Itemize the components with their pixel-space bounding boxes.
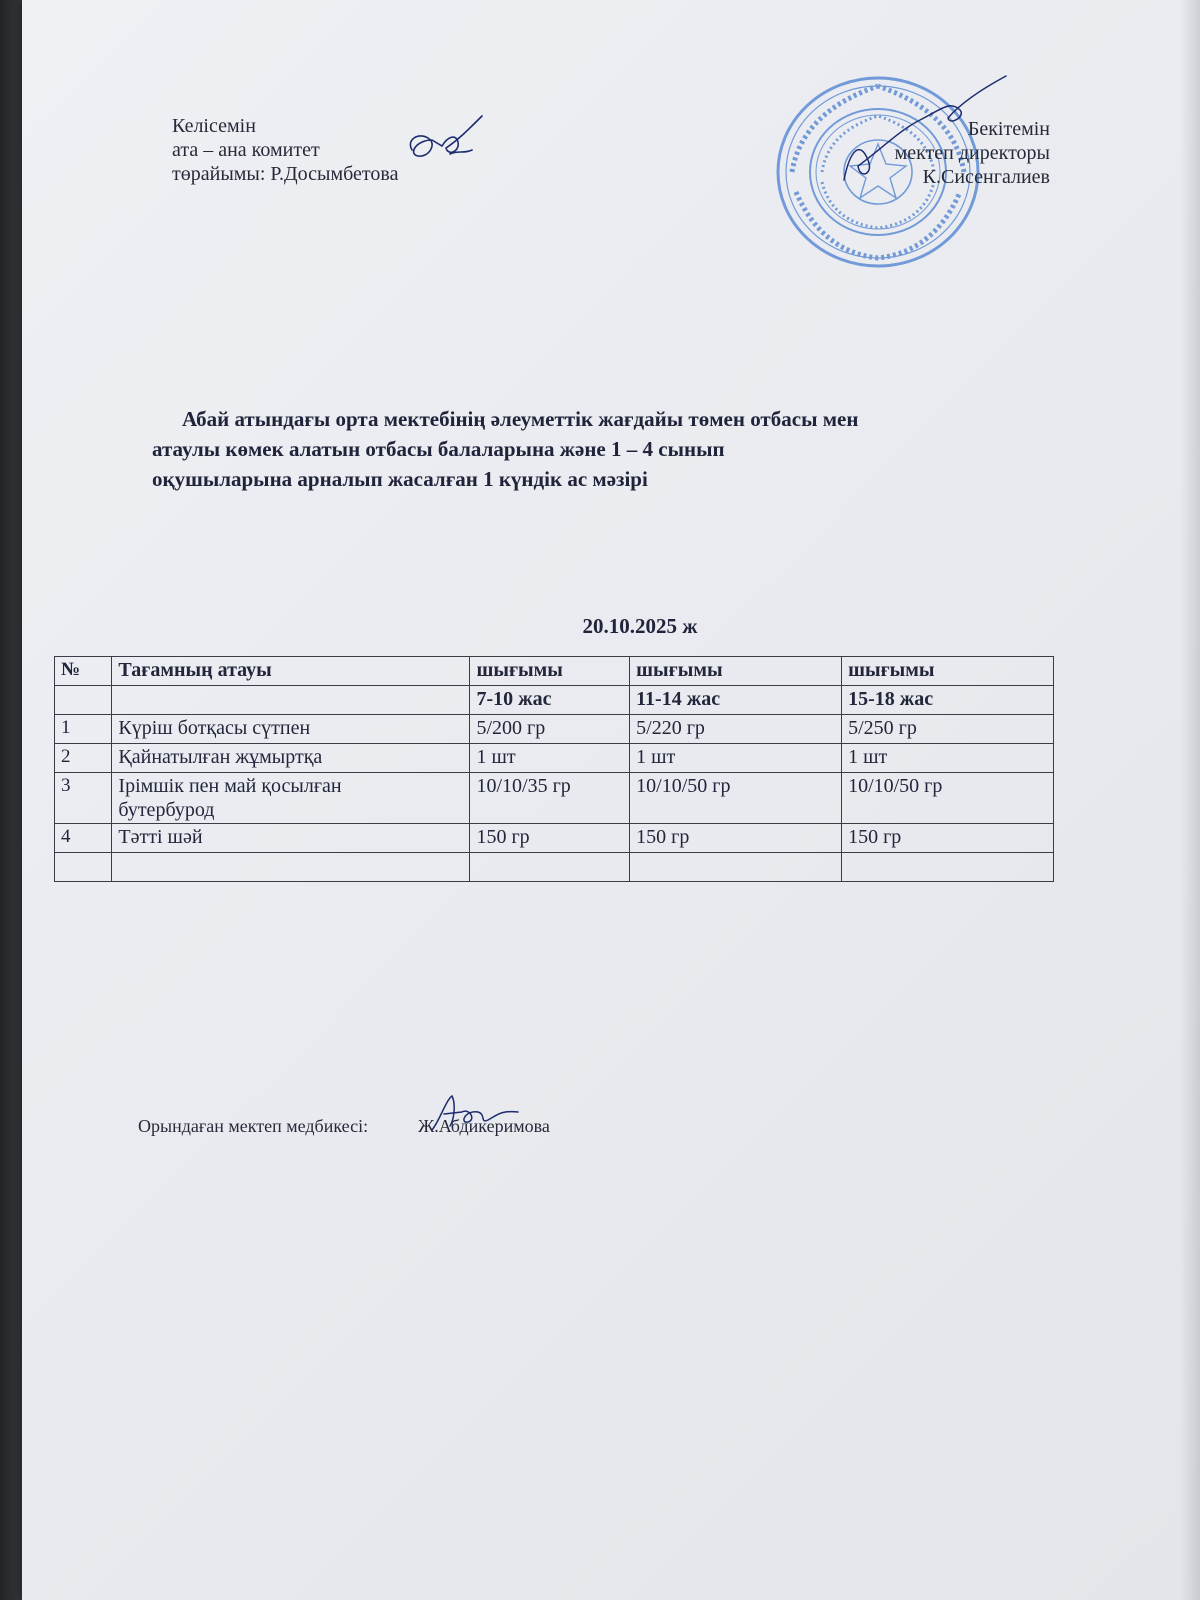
row-col1: 10/10/35 гр bbox=[470, 773, 630, 824]
document-title bbox=[152, 404, 1082, 494]
title-line3: оқушыларына арналып жасалған 1 күндік ас мәзірі bbox=[152, 467, 648, 491]
row-name bbox=[112, 773, 470, 824]
nurse-signature bbox=[430, 1090, 520, 1135]
row-col2: 1 шт bbox=[630, 744, 842, 773]
parent-signature bbox=[398, 110, 508, 170]
table-row bbox=[55, 773, 1054, 824]
menu-table bbox=[54, 656, 1054, 882]
page-edge-shadow bbox=[1180, 0, 1200, 1600]
age-col2: 11-14 жас bbox=[630, 686, 842, 715]
table-row bbox=[55, 715, 1054, 744]
approval-left-line3: төрайымы: Р.Досымбетова bbox=[172, 163, 399, 185]
header-col1: шығымы bbox=[470, 657, 630, 686]
document-date: 20.10.2025 ж bbox=[582, 614, 698, 638]
table-cell bbox=[55, 686, 112, 715]
footer-name: Ж.Абдикеримова bbox=[418, 1116, 550, 1136]
title-line1: Абай атындағы орта мектебінің әлеуметтік жағдайы төмен отбасы мен bbox=[182, 407, 859, 431]
approval-right-line2: мектеп директоры bbox=[894, 142, 1050, 164]
age-col3: 15-18 жас bbox=[842, 686, 1054, 715]
row-name: Қайнатылған жұмыртқа bbox=[112, 744, 470, 773]
approval-right-line3: К.Сисенгалиев bbox=[922, 166, 1050, 188]
title-line2: атаулы көмек алатын отбасы балаларына және 1 – 4 сынып bbox=[152, 437, 725, 461]
approval-left-line1: Келісемін bbox=[172, 115, 256, 137]
table-cell bbox=[112, 853, 470, 882]
table-cell bbox=[630, 853, 842, 882]
row-num: 2 bbox=[55, 744, 112, 773]
age-col1: 7-10 жас bbox=[470, 686, 630, 715]
row-num: 1 bbox=[55, 715, 112, 744]
row-col1: 1 шт bbox=[470, 744, 630, 773]
row-col3: 1 шт bbox=[842, 744, 1054, 773]
table-row bbox=[55, 824, 1054, 853]
row-name-line1: Ірімшік пен май қосылған bbox=[118, 775, 342, 797]
table-cell bbox=[55, 853, 112, 882]
approval-right bbox=[895, 117, 1050, 189]
row-name-line2: бутербурод bbox=[118, 799, 215, 821]
row-col3: 150 гр bbox=[842, 824, 1054, 853]
approval-left-line2: ата – ана комитет bbox=[172, 139, 320, 161]
row-num: 4 bbox=[55, 824, 112, 853]
row-col1: 150 гр bbox=[470, 824, 630, 853]
row-num: 3 bbox=[55, 773, 112, 824]
row-name: Күріш ботқасы сүтпен bbox=[112, 715, 470, 744]
row-col3: 5/250 гр bbox=[842, 715, 1054, 744]
table-empty-row bbox=[55, 853, 1054, 882]
table-header-row bbox=[55, 657, 1054, 686]
table-age-row bbox=[55, 686, 1054, 715]
table-cell bbox=[842, 853, 1054, 882]
header-col3: шығымы bbox=[842, 657, 1054, 686]
row-col2: 150 гр bbox=[630, 824, 842, 853]
approval-left bbox=[172, 114, 398, 186]
header-col2: шығымы bbox=[630, 657, 842, 686]
footer-label: Орындаған мектеп медбикесі: bbox=[138, 1116, 369, 1136]
row-name: Тәтті шәй bbox=[112, 824, 470, 853]
approval-right-line1: Бекітемін bbox=[967, 118, 1050, 140]
row-col2: 5/220 гр bbox=[630, 715, 842, 744]
row-col1: 5/200 гр bbox=[470, 715, 630, 744]
row-col3: 10/10/50 гр bbox=[842, 773, 1054, 824]
table-cell bbox=[470, 853, 630, 882]
table-row bbox=[55, 744, 1054, 773]
table-cell bbox=[112, 686, 470, 715]
row-col2: 10/10/50 гр bbox=[630, 773, 842, 824]
header-num: № bbox=[55, 657, 112, 686]
header-name: Тағамның атауы bbox=[112, 657, 470, 686]
